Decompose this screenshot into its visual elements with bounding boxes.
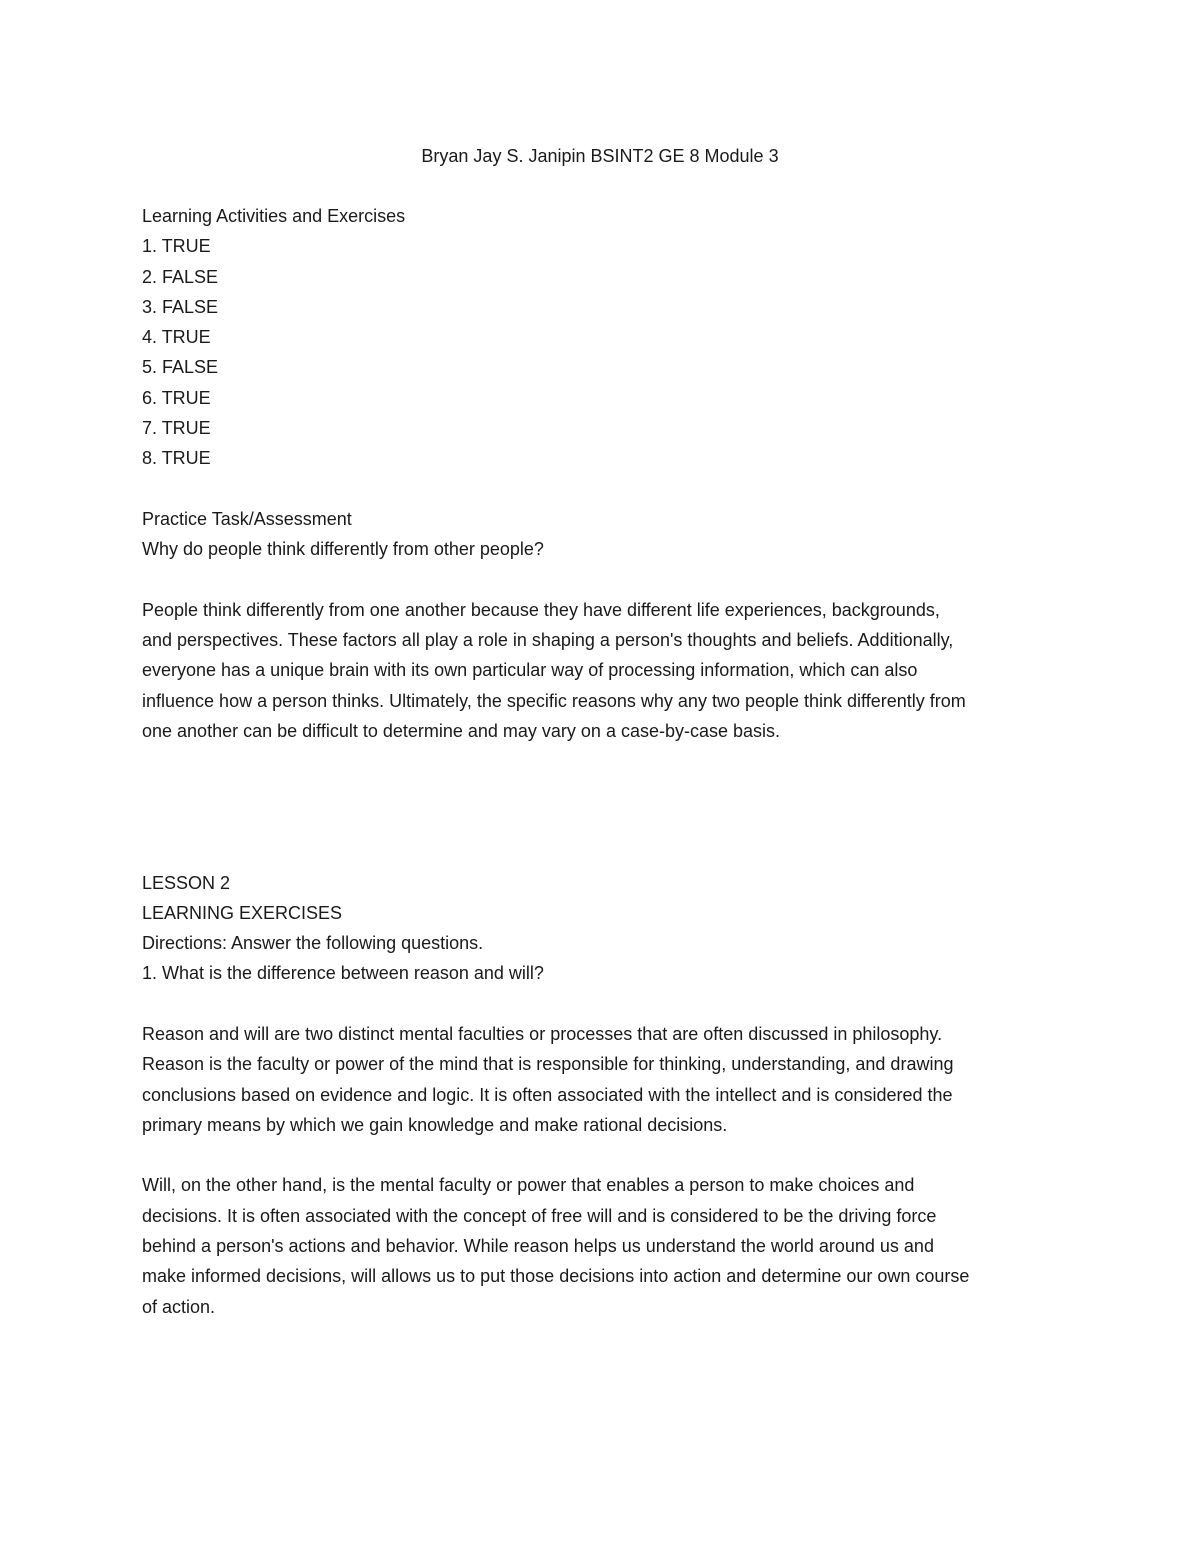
section-heading-learning-activities: Learning Activities and Exercises <box>142 206 406 226</box>
section-heading-learning-exercises: LEARNING EXERCISES <box>142 903 343 923</box>
paragraph-line: Reason and will are two distinct mental faculties or processes that are often discussed in philosophy. <box>142 1024 943 1044</box>
paragraph-line: make informed decisions, will allows us to put those decisions into action and determine our own course <box>142 1266 970 1286</box>
answer-item: 7. TRUE <box>142 418 211 438</box>
paragraph-line: influence how a person thinks. Ultimately, the specific reasons why any two people think differently from <box>142 691 966 711</box>
document-title: Bryan Jay S. Janipin BSINT2 GE 8 Module 3 <box>421 146 779 166</box>
paragraph-line: decisions. It is often associated with the concept of free will and is considered to be the driving force <box>142 1206 937 1226</box>
paragraph-line: primary means by which we gain knowledge and make rational decisions. <box>142 1115 728 1135</box>
answer-item: 1. TRUE <box>142 236 211 256</box>
paragraph-line: Reason is the faculty or power of the mind that is responsible for thinking, understanding, and drawing <box>142 1054 954 1074</box>
section-heading-practice-task: Practice Task/Assessment <box>142 509 352 529</box>
paragraph-line: behind a person's actions and behavior. While reason helps us understand the world around us and <box>142 1236 934 1256</box>
paragraph-line: and perspectives. These factors all play a role in shaping a person's thoughts and beliefs. Additionally, <box>142 630 954 650</box>
paragraph-line: everyone has a unique brain with its own particular way of processing information, which can also <box>142 660 918 680</box>
lesson-label: LESSON 2 <box>142 873 231 893</box>
answer-item: 4. TRUE <box>142 327 211 347</box>
answer-item: 3. FALSE <box>142 297 219 317</box>
answer-item: 8. TRUE <box>142 448 211 468</box>
directions-text: Directions: Answer the following questions. <box>142 933 484 953</box>
paragraph-line: of action. <box>142 1297 216 1317</box>
answer-item: 5. FALSE <box>142 357 219 377</box>
practice-question: Why do people think differently from other people? <box>142 539 544 559</box>
lesson-question: 1. What is the difference between reason and will? <box>142 963 544 983</box>
paragraph-line: Will, on the other hand, is the mental faculty or power that enables a person to make choices and <box>142 1175 915 1195</box>
paragraph-line: conclusions based on evidence and logic. It is often associated with the intellect and is considered the <box>142 1085 953 1105</box>
answer-item: 2. FALSE <box>142 267 219 287</box>
paragraph-line: one another can be difficult to determine and may vary on a case-by-case basis. <box>142 721 781 741</box>
paragraph-line: People think differently from one another because they have different life experiences, backgrounds, <box>142 600 940 620</box>
answer-item: 6. TRUE <box>142 388 211 408</box>
